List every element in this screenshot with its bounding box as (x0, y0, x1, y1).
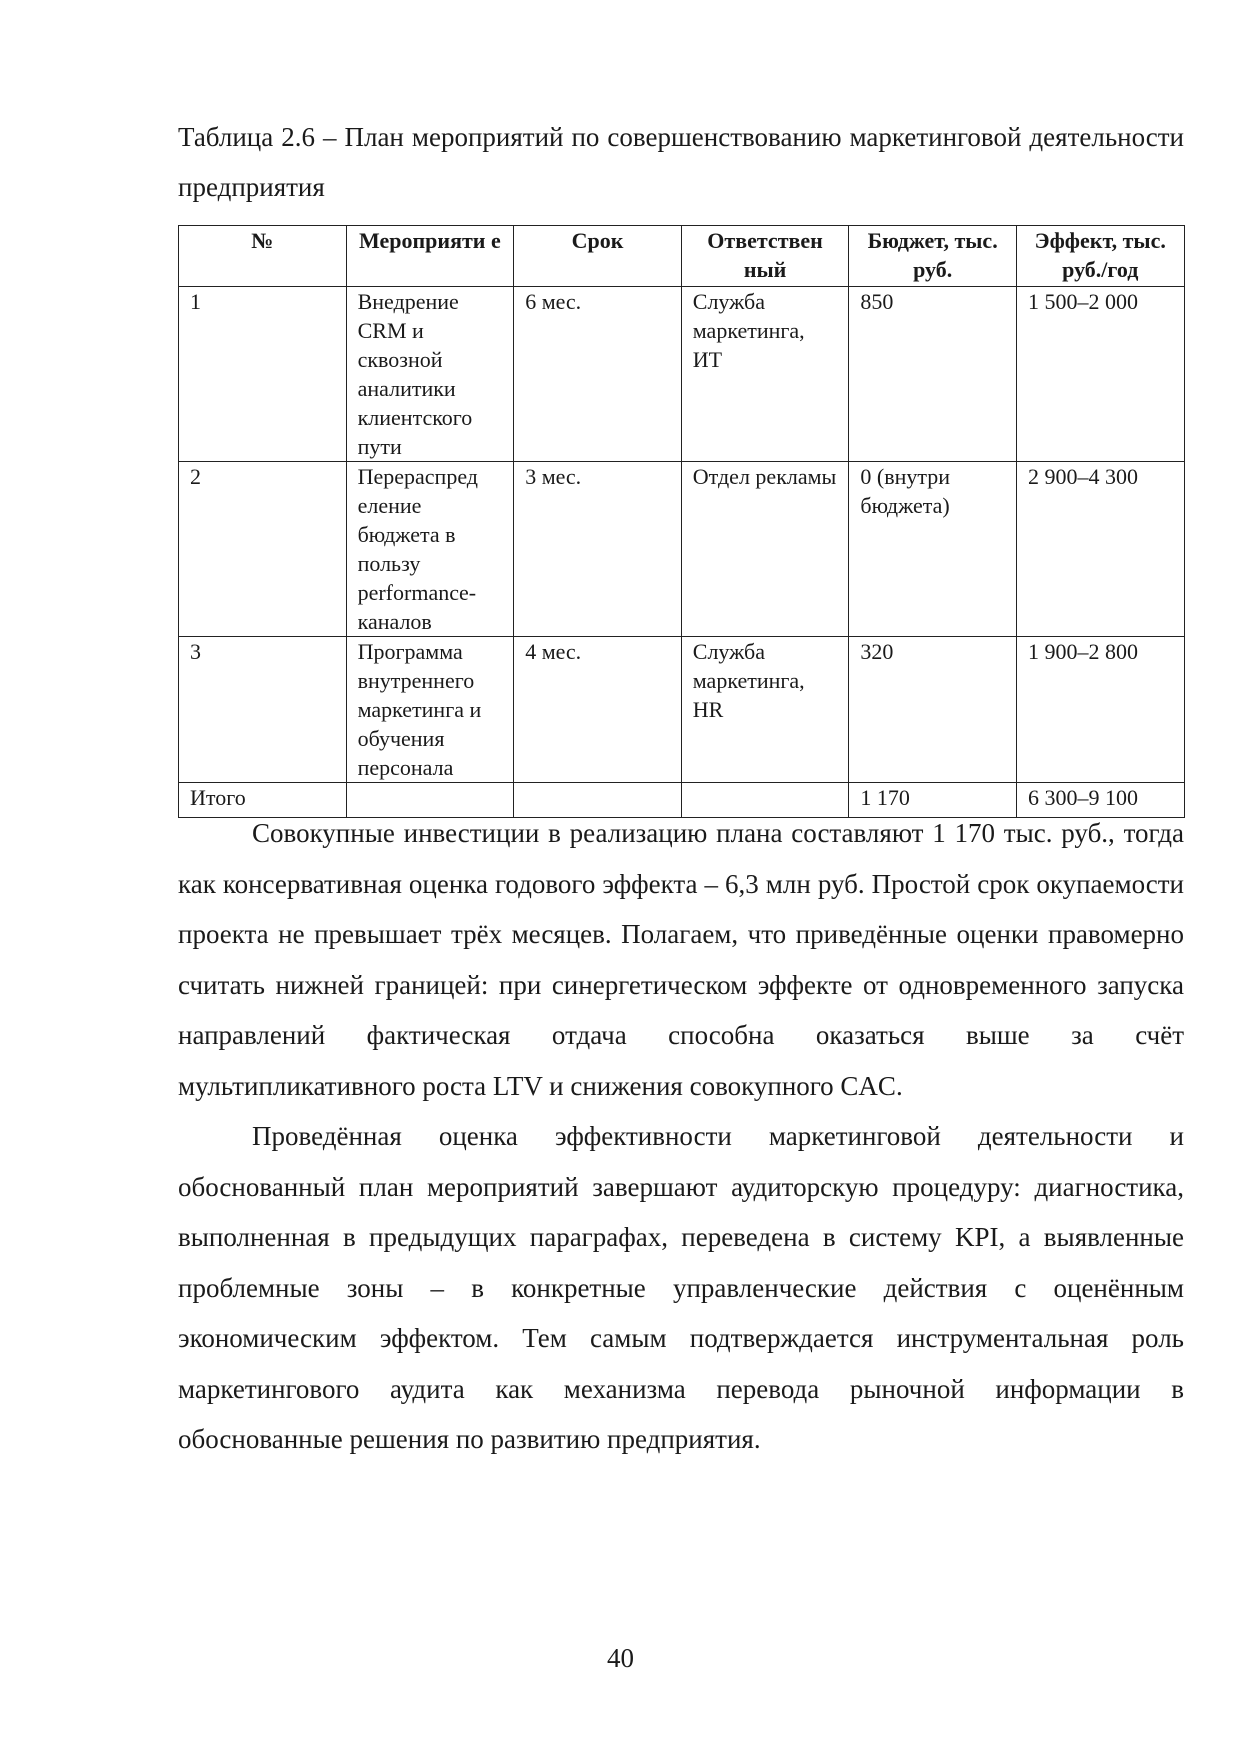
header-number: № (179, 226, 347, 287)
paragraph-conclusion: Проведённая оценка эффективности маркетинговой деятельности и обоснованный план мероприятий завершают аудиторскую процедуру: диагностика, выполненная в предыдущих параграфах, переведена в систему KPI, а выявленные проблемные зоны – в конкретные управленческие действия с оценённым экономическим эффектом. Тем самым подтверждается инструментальная роль маркетингового аудита как механизма перевода рыночной информации в обоснованные решения по развитию предприятия. (178, 1121, 1184, 1454)
cell-term: 6 мес. (514, 287, 682, 462)
header-budget: Бюджет, тыс. руб. (849, 226, 1017, 287)
total-label: Итого (179, 783, 347, 818)
cell-number: 1 (179, 287, 347, 462)
cell-responsible: Служба маркетинга, HR (681, 637, 849, 783)
cell-effect: 1 500–2 000 (1016, 287, 1184, 462)
paragraph-investments: Совокупные инвестиции в реализацию плана составляют 1 170 тыс. руб., тогда как консервативная оценка годового эффекта – 6,3 млн руб. Простой срок окупаемости проекта не превышает трёх месяцев. Полагаем, что приведённые оценки правомерно считать нижней границей: при синергетическом эффекте от одновременного запуска направлений фактическая отдача способна оказаться выше за счёт мультипликативного роста LTV и снижения совокупного CAC. (178, 818, 1184, 1101)
cell-responsible: Отдел рекламы (681, 462, 849, 637)
cell-number: 2 (179, 462, 347, 637)
cell-term: 4 мес. (514, 637, 682, 783)
total-effect: 6 300–9 100 (1016, 783, 1184, 818)
table-caption: Таблица 2.6 – План мероприятий по совершенствованию маркетинговой деятельности предприятия (178, 122, 1184, 202)
cell-measure: Перераспред еление бюджета в пользу performance-каналов (346, 462, 514, 637)
header-term: Срок (514, 226, 682, 287)
header-effect: Эффект, тыс. руб./год (1016, 226, 1184, 287)
cell-budget: 850 (849, 287, 1017, 462)
body-text (178, 808, 1184, 1465)
cell-effect: 1 900–2 800 (1016, 637, 1184, 783)
cell-budget: 320 (849, 637, 1017, 783)
header-measure: Мероприяти е (346, 226, 514, 287)
cell-budget: 0 (внутри бюджета) (849, 462, 1017, 637)
table-row (179, 462, 1185, 637)
page-number: 40 (607, 1643, 634, 1673)
cell-term: 3 мес. (514, 462, 682, 637)
cell-effect: 2 900–4 300 (1016, 462, 1184, 637)
table-row (179, 287, 1185, 462)
header-responsible: Ответствен ный (681, 226, 849, 287)
cell-measure: Программа внутреннего маркетинга и обучения персонала (346, 637, 514, 783)
cell-measure: Внедрение CRM и сквозной аналитики клиентского пути (346, 287, 514, 462)
action-plan-table (178, 225, 1185, 818)
total-budget: 1 170 (849, 783, 1017, 818)
table-header-row (179, 226, 1185, 287)
table-row (179, 637, 1185, 783)
cell-number: 3 (179, 637, 347, 783)
cell-responsible: Служба маркетинга, ИТ (681, 287, 849, 462)
